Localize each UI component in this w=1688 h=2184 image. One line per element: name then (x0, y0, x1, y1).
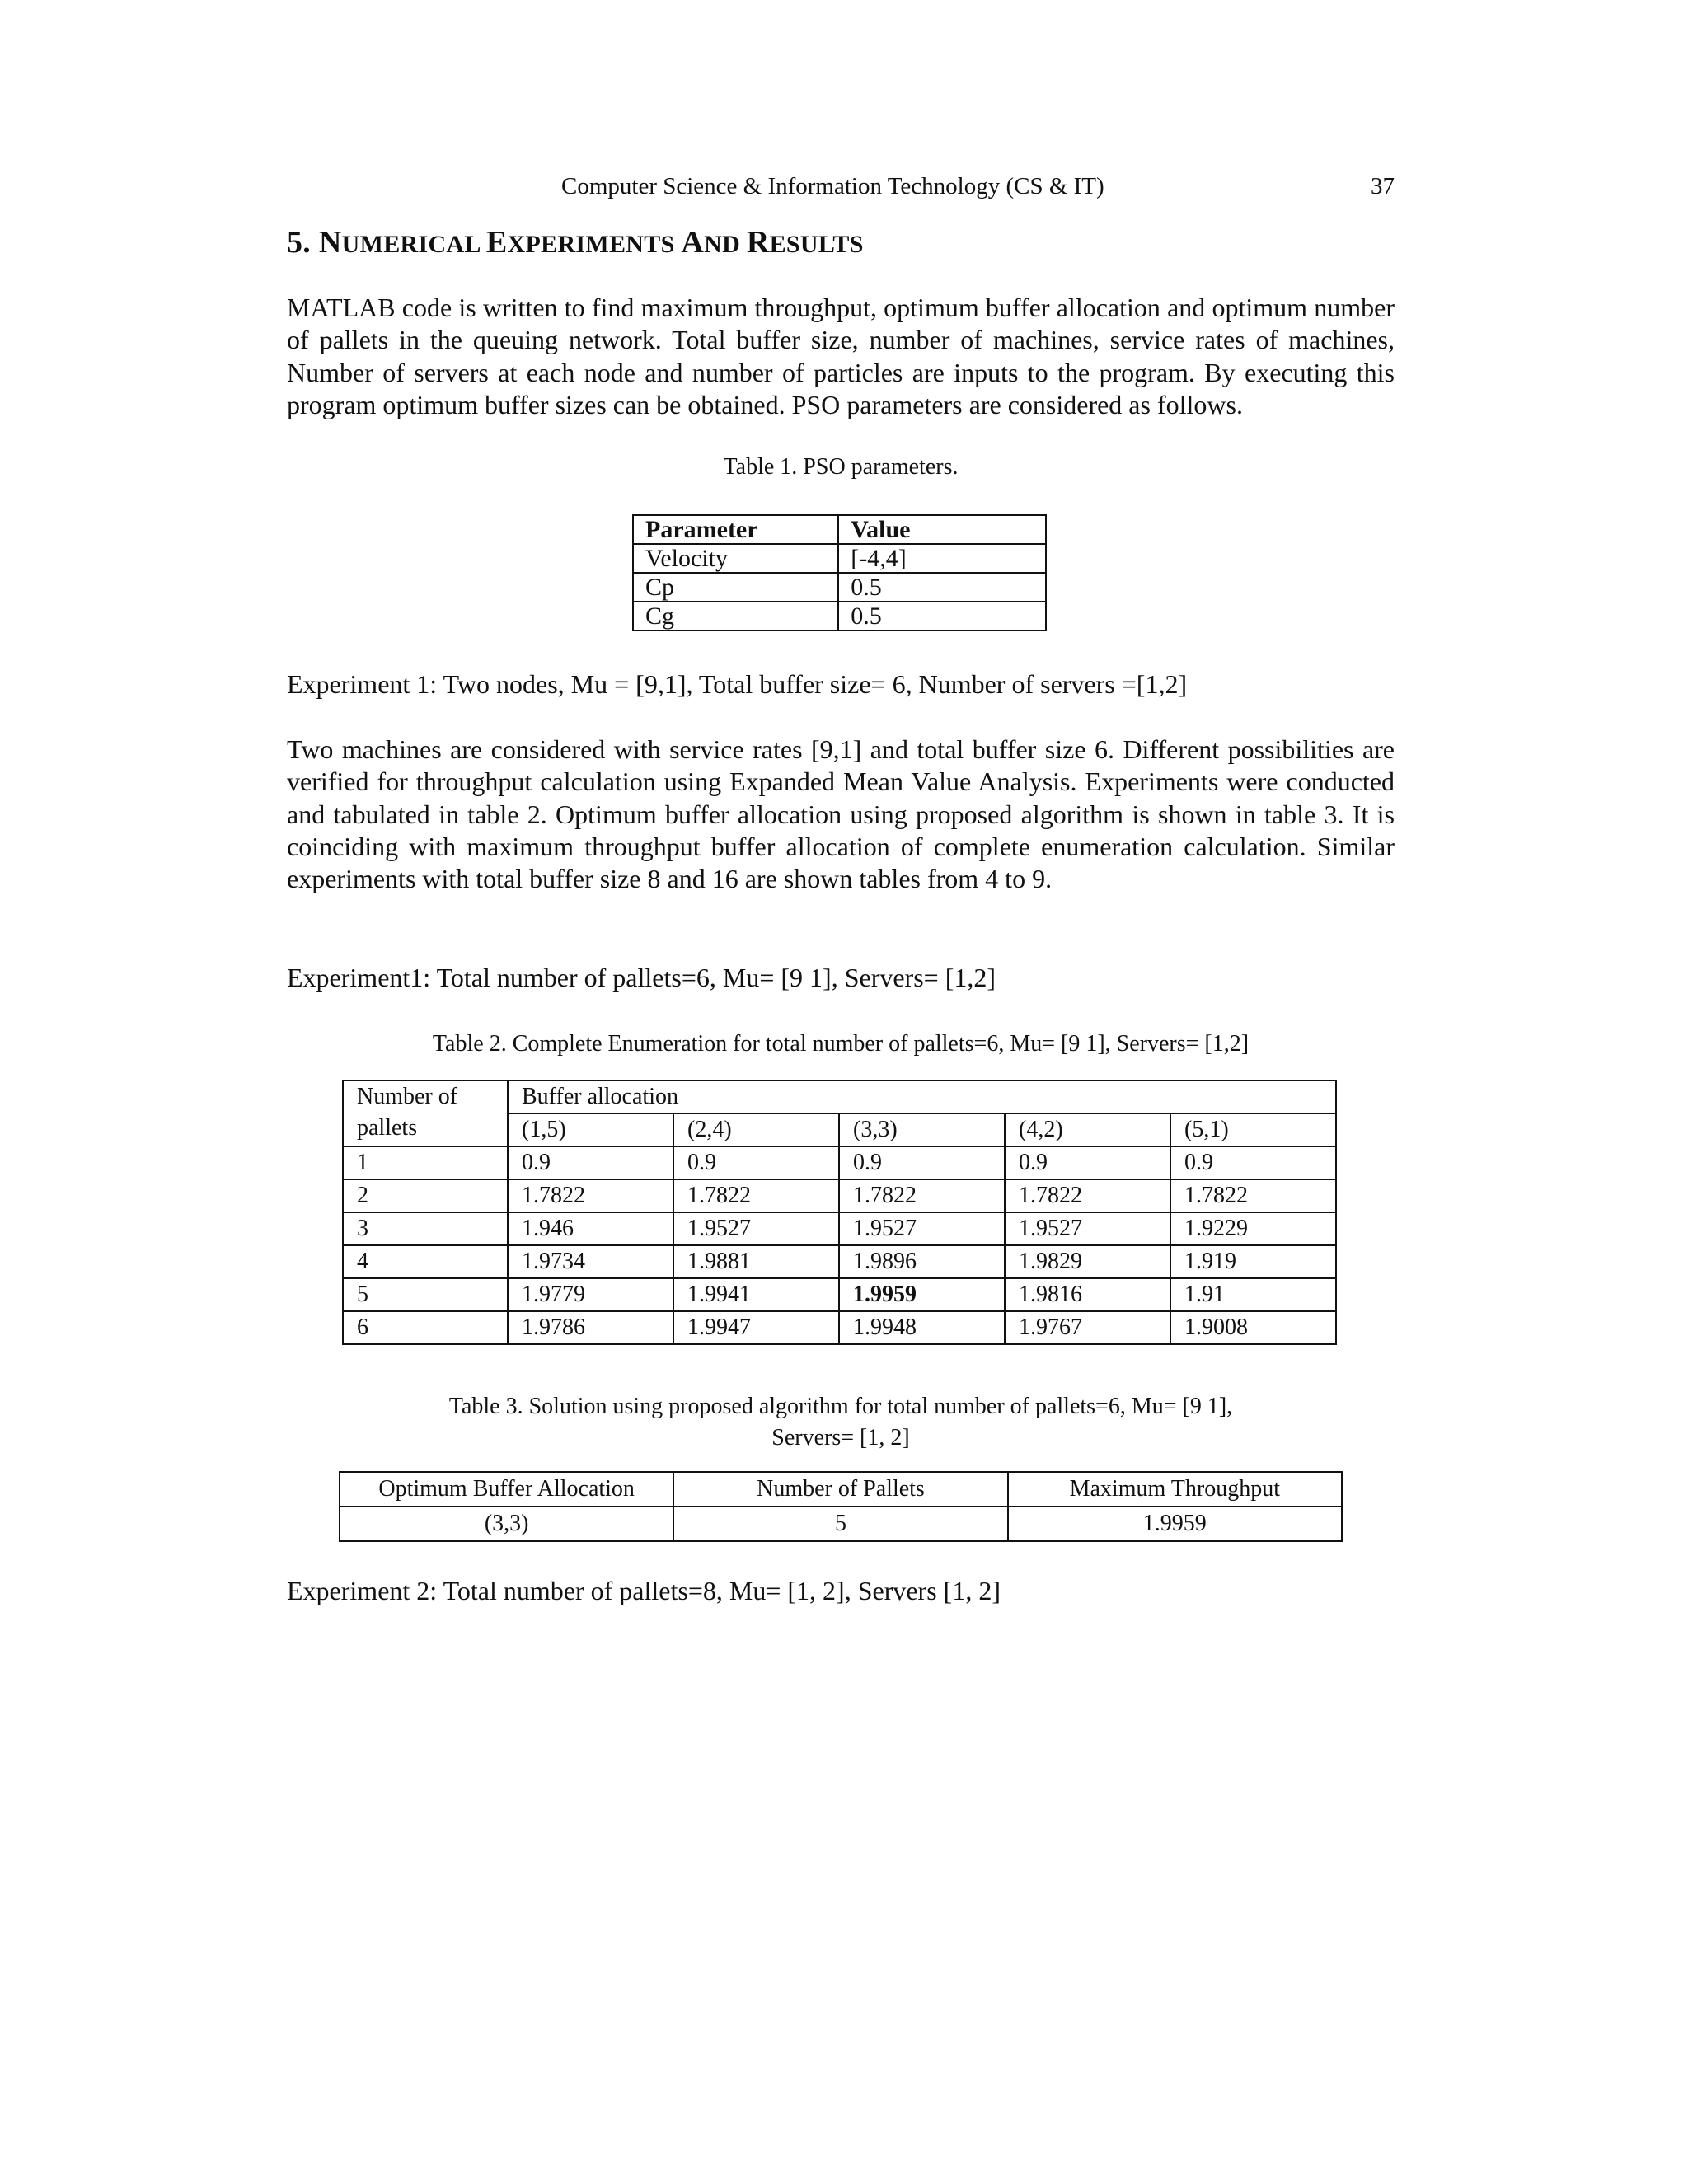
group-header-cell: Buffer allocation (508, 1080, 1336, 1113)
table-header-cell: Parameter (633, 515, 838, 544)
table-cell: (3,3) (340, 1507, 673, 1541)
table-cell: 0.9 (508, 1146, 673, 1179)
column-header-cell: (3,3) (839, 1113, 1005, 1146)
table-cell: 1.7822 (839, 1179, 1005, 1212)
table-cell: 1.9767 (1005, 1311, 1170, 1344)
table-cell: 1.9816 (1005, 1278, 1170, 1311)
table-cell: Velocity (633, 544, 838, 573)
table-header-cell: Value (838, 515, 1046, 544)
section-title-1-rest: UMERICAL (341, 231, 486, 258)
journal-title: Computer Science & Information Technology (CS & IT) (561, 173, 1104, 199)
table-row (343, 1245, 1336, 1278)
table-cell: 1.9896 (839, 1245, 1005, 1278)
table-header-row (633, 515, 1046, 544)
section-title-3-rest: ND (704, 231, 747, 258)
table-cell: 1.9941 (673, 1278, 839, 1311)
table-cell: 1.9734 (508, 1245, 673, 1278)
section-heading (287, 221, 864, 266)
section-title-3-cap: A (681, 225, 705, 260)
section-title-2-cap: E (485, 225, 508, 260)
experiment1-heading: Experiment 1: Two nodes, Mu = [9,1], Total buffer size= 6, Number of servers =[1,2] (287, 669, 1188, 699)
table-cell: 5 (343, 1278, 508, 1311)
complete-enumeration-table (342, 1080, 1337, 1345)
table3-caption-line1: Table 3. Solution using proposed algorithm for total number of pallets=6, Mu= [9 1], (448, 1394, 1233, 1419)
table-row (633, 602, 1046, 630)
experiment1-subheading: Experiment1: Total number of pallets=6, Mu= [9 1], Servers= [1,2] (287, 963, 996, 992)
table-header-cell: Maximum Throughput (1008, 1472, 1342, 1507)
table-cell: 2 (343, 1179, 508, 1212)
table-cell: 1.9829 (1005, 1245, 1170, 1278)
table-cell: 0.9 (1170, 1146, 1336, 1179)
table-cell: Cp (633, 573, 838, 602)
table-cell: 1.9786 (508, 1311, 673, 1344)
table-cell: 1.7822 (1170, 1179, 1336, 1212)
table-cell: [-4,4] (838, 544, 1046, 573)
table-cell: 0.9 (673, 1146, 839, 1179)
table1-caption: Table 1. PSO parameters. (723, 454, 959, 480)
table-cell: 4 (343, 1245, 508, 1278)
section-title-4-rest: ESULTS (769, 231, 864, 258)
table-row (340, 1507, 1342, 1541)
table-header-cell: Number of Pallets (673, 1472, 1007, 1507)
table-row (633, 544, 1046, 573)
pso-parameters-table (632, 514, 1047, 631)
column-header-cell: (1,5) (508, 1113, 673, 1146)
section-title-2-rest: XPERIMENTS (507, 231, 682, 258)
table-cell: 1.9527 (1005, 1212, 1170, 1245)
table-cell: 0.9 (1005, 1146, 1170, 1179)
table-cell: Cg (633, 602, 838, 630)
column-header-cell: (4,2) (1005, 1113, 1170, 1146)
table-row (343, 1179, 1336, 1212)
proposed-solution-table (339, 1471, 1343, 1542)
table-cell: 1.9229 (1170, 1212, 1336, 1245)
table-cell: 0.5 (838, 573, 1046, 602)
column-header-cell: (5,1) (1170, 1113, 1336, 1146)
section-title-1-cap: N (318, 225, 342, 260)
table-row (343, 1278, 1336, 1311)
table-row (343, 1212, 1336, 1245)
table-cell: 1.9881 (673, 1245, 839, 1278)
table-header-row (343, 1080, 1336, 1113)
table-cell: 0.5 (838, 602, 1046, 630)
table-header-cell: Optimum Buffer Allocation (340, 1472, 673, 1507)
table-cell: 0.9 (839, 1146, 1005, 1179)
intro-paragraph: MATLAB code is written to find maximum throughput, optimum buffer allocation and optimum number of pallets in the queuing network. Total buffer size, number of machines, service rates of machines, Number of servers at each node and number of particles are inputs to the program. By executing this program optimum buffer sizes can be obtained. PSO parameters are considered as follows. (287, 293, 1395, 419)
table-cell: 1.9779 (508, 1278, 673, 1311)
table-cell: 1.91 (1170, 1278, 1336, 1311)
max-throughput-value: 1.9959 (853, 1282, 917, 1307)
experiment2-heading: Experiment 2: Total number of pallets=8, Mu= [1, 2], Servers [1, 2] (287, 1576, 1001, 1605)
page-number: 37 (1371, 173, 1395, 199)
table-cell: 1.919 (1170, 1245, 1336, 1278)
table-cell: 1.9527 (673, 1212, 839, 1245)
table-cell: 1.9008 (1170, 1311, 1336, 1344)
experiment1-paragraph: Two machines are considered with service rates [9,1] and total buffer size 6. Different possibilities are verified for throughput calculation using Expanded Mean Value Analysis. Experiments were conducted and tabulated in table 2. Optimum buffer allocation using proposed algorithm is shown in table 3. It is coinciding with maximum throughput buffer allocation of complete enumeration calculation. Similar experiments with total buffer size 8 and 16 are shown tables from 4 to 9. (287, 734, 1395, 894)
table-row (343, 1146, 1336, 1179)
table-header-row (340, 1472, 1342, 1507)
table-cell: 1.946 (508, 1212, 673, 1245)
table-cell: 1.7822 (508, 1179, 673, 1212)
table-cell: 1.9948 (839, 1311, 1005, 1344)
table-cell: 1.9527 (839, 1212, 1005, 1245)
row-header-cell: Number of pallets (343, 1080, 508, 1146)
max-throughput-cell (839, 1278, 1005, 1311)
table-row (343, 1311, 1336, 1344)
table-cell: 1.7822 (1005, 1179, 1170, 1212)
table-cell: 1.9959 (1008, 1507, 1342, 1541)
table-cell: 1.7822 (673, 1179, 839, 1212)
table-cell: 1 (343, 1146, 508, 1179)
section-number: 5. (287, 225, 312, 260)
section-title-4-cap: R (746, 225, 770, 260)
table-cell: 1.9947 (673, 1311, 839, 1344)
table-cell: 6 (343, 1311, 508, 1344)
table3-caption-line2: Servers= [1, 2] (771, 1425, 910, 1451)
column-header-cell: (2,4) (673, 1113, 839, 1146)
table-cell: 5 (673, 1507, 1007, 1541)
table-cell: 3 (343, 1212, 508, 1245)
table2-caption: Table 2. Complete Enumeration for total number of pallets=6, Mu= [9 1], Servers= [1,2] (432, 1031, 1250, 1057)
table-row (633, 573, 1046, 602)
